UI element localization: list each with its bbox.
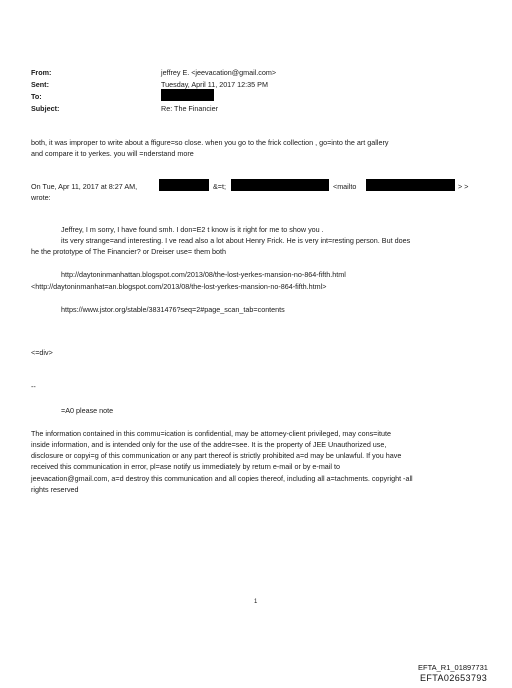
from-value: jeffrey E. <jeevacation@gmail.com> [161,68,277,77]
bates-number-2: EFTA02653793 [420,673,488,683]
subject-value: Re: The Financier [161,104,218,113]
disclaimer-line-4: received this communication in error, pl=ase notify us immediately by return e-mail or by e-mail to [31,462,340,471]
quote-wrote: wrote: [31,193,51,202]
redaction-sender-email [231,179,329,191]
disclaimer-line-1: The information contained in this commu=ication is confidential, may be attorney-client privileged, may cons=itute [31,429,391,438]
disclaimer-line-2: inside information, and is intended only for the use of the addre=see. It is the property of JEE Unauthorized use, [31,440,387,449]
subject-label: Subject: [31,104,60,113]
redaction-mailto-address [366,179,455,191]
quote-amp: &=t; [213,182,226,191]
bates-number-1: EFTA_R1_01897731 [418,663,488,672]
to-label: To: [31,92,42,101]
link-3[interactable]: https://www.jstor.org/stable/3831476?seq=2#page_scan_tab=contents [61,305,285,314]
redaction-to [161,89,214,101]
quote-end: > > [458,182,469,191]
please-note: =A0 please note [61,406,114,415]
link-1[interactable]: http://daytoninmanhattan.blogspot.com/2013/08/the-lost-yerkes-mansion-no-864-fifth.html [61,270,346,279]
page-number: 1 [254,599,258,605]
div-tag: <=div> [31,348,53,357]
quote-on-prefix: On Tue, Apr 11, 2017 at 8:27 AM, [31,182,138,191]
body-line-2: and compare it to yerkes. you will =nderstand more [31,149,194,158]
body-line-1: both, it was improper to write about a ffigure=so close. when you go to the frick collection , go=into the art gallery [31,138,389,147]
sent-label: Sent: [31,80,49,89]
from-label: From: [31,68,52,77]
disclaimer-line-5: jeevacation@gmail.com, a=d destroy this communication and all copies thereof, including all a=tachments. copyright -all [31,474,413,483]
link-2[interactable]: <http://daytoninmanhat=an.blogspot.com/2013/08/the-lost-yerkes-mansion-no-864-fifth.html> [31,282,327,291]
quote-para-1: Jeffrey, I m sorry, I have found smh. I don=E2 t know is it right for me to show you . [61,225,324,234]
disclaimer-line-3: disclosure or copyi=g of this communication or any part thereof is strictly prohibited a=d may be unlawful. If you have [31,451,402,460]
disclaimer-line-6: rights reserved [31,485,79,494]
quote-para-3: he the prototype of The Financier? or Dreiser use= them both [31,247,227,256]
quote-para-2: its very strange=and interesting. I ve read also a lot about Henry Frick. He is very int=resting person. But does [61,236,411,245]
sent-value: Tuesday, April 11, 2017 12:35 PM [161,80,268,89]
redaction-sender-name [159,179,209,191]
quote-mailto: <mailto [333,182,357,191]
signature-dashes: -- [31,382,36,391]
